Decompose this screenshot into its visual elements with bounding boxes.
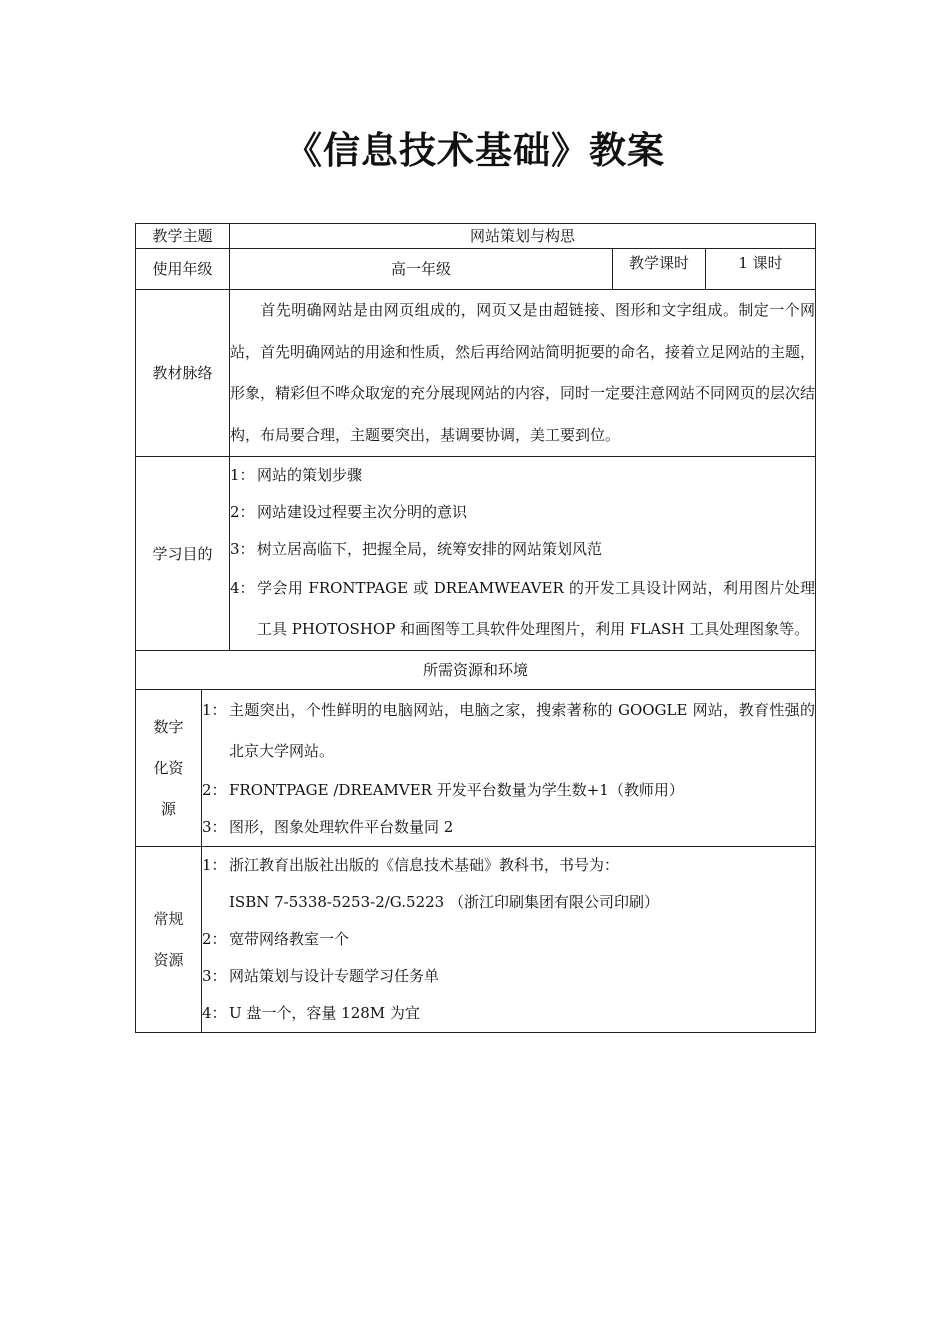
topic-label: 教学主题 [136,224,230,249]
list-item: 1： 浙江教育出版社出版的《信息技术基础》教科书，书号为： ISBN 7-5338-5253-2/G.5223 （浙江印刷集团有限公司印刷） [202,856,659,911]
list-item: 4： U 盘一个，容量 128M 为宜 [202,1004,420,1022]
grade-row [136,249,816,290]
material-row [136,290,816,457]
regular-list [202,847,816,1033]
resources-header-row [136,651,816,690]
material-text: 首先明确网站是由网页组成的，网页又是由超链接、图形和文字组成。制定一个网站，首先明确网站的用途和性质，然后再给网站简明扼要的命名，接着立足网站的主题，形象，精彩但不哗众取宠的充分展现网站的内容，同时一定要注意网站不同网页的层次结构，布局要合理，主题要突出，基调要协调，美工要到位。 [230,301,816,444]
material-label: 教材脉络 [136,290,230,457]
page-title: 《信息技术基础》教案 [285,129,665,172]
regular-row [136,847,816,1033]
hours-label: 教学课时 [613,249,706,290]
resources-header: 所需资源和环境 [136,651,816,690]
list-item: 3： 图形，图象处理软件平台数量同 2 [202,818,454,836]
regular-label: 常规 资源 [136,847,202,1033]
goals-list [230,457,816,651]
list-item: 2： 网站建设过程要主次分明的意识 [230,503,468,521]
lesson-plan-table [135,223,816,1033]
digital-row [136,690,816,847]
hours-value: 1 课时 [706,249,816,290]
list-item: 4： 学会用 FRONTPAGE 或 DREAMWEAVER 的开发工具设计网站，利用图片处理工具 PHOTOSHOP 和画图等工具软件处理图片，利用 FLASH 工具处理图象等。 [230,579,816,638]
digital-list [202,690,816,847]
list-item: 3： 树立居高临下，把握全局，统筹安排的网站策划风范 [230,540,603,558]
topic-row [136,224,816,249]
grade-value: 高一年级 [230,249,613,290]
material-text-cell [230,290,816,457]
list-item: 1： 网站的策划步骤 [230,466,363,484]
topic-value: 网站策划与构思 [230,224,816,249]
goals-label: 学习目的 [136,457,230,651]
grade-label: 使用年级 [136,249,230,290]
list-item: 3： 网站策划与设计专题学习任务单 [202,967,440,985]
list-item: 1： 主题突出，个性鲜明的电脑网站，电脑之家，搜索著称的 GOOGLE 网站，教育性强的北京大学网站。 [202,701,816,760]
goals-row [136,457,816,651]
digital-label: 数字 化资 源 [136,690,202,847]
list-item: 2： 宽带网络教室一个 [202,930,350,948]
list-item: 2： FRONTPAGE /DREAMVER 开发平台数量为学生数+1（教师用） [202,781,684,799]
